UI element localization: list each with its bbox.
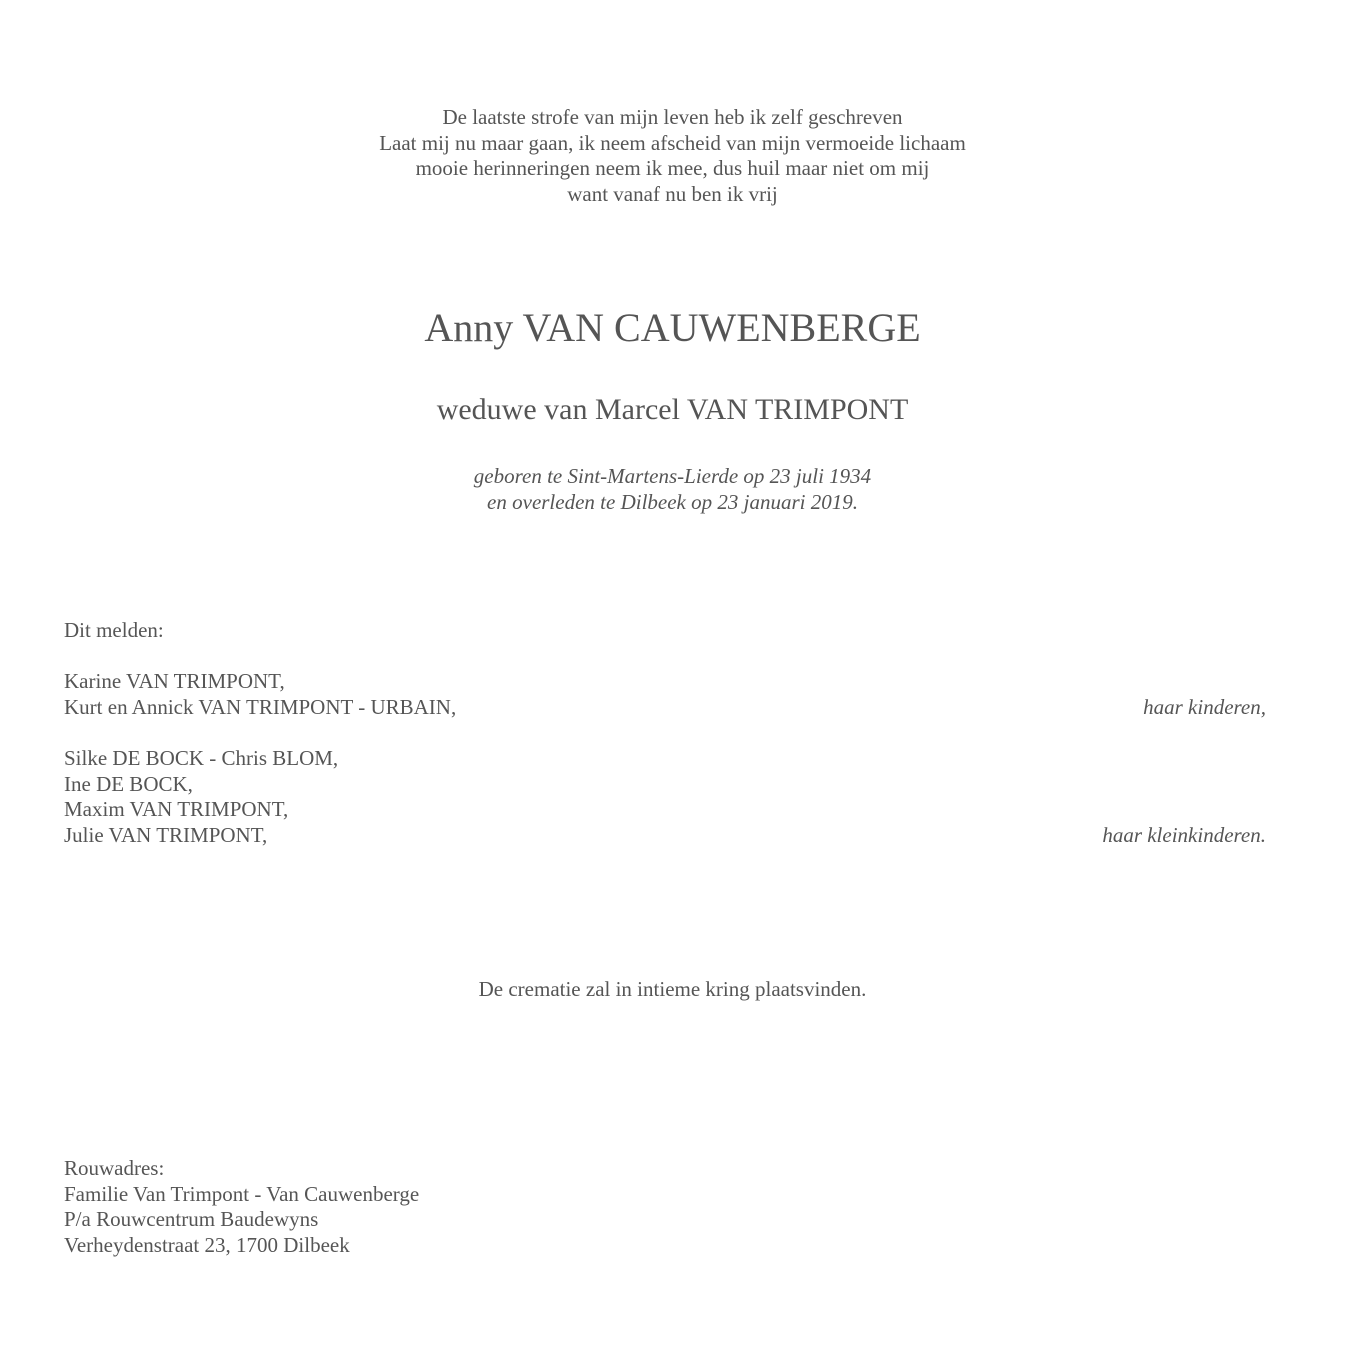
poem	[0, 105, 1345, 207]
family-row	[64, 823, 1266, 849]
grandchildren-role-label: haar kleinkinderen.	[1102, 822, 1266, 847]
life-dates	[0, 464, 1345, 515]
birth-line: geboren te Sint-Martens-Lierde op 23 juli 1934	[473, 464, 872, 488]
mourning-address	[64, 1156, 419, 1258]
grandchild-name: Julie VAN TRIMPONT,	[64, 822, 268, 847]
address-line: Verheydenstraat 23, 1700 Dilbeek	[64, 1232, 350, 1257]
family-row	[64, 669, 1266, 695]
announcement-intro: Dit melden:	[64, 618, 164, 642]
family-row	[64, 746, 1266, 772]
family-row	[64, 772, 1266, 798]
family-row	[64, 695, 1266, 721]
children-role-label: haar kinderen,	[1143, 694, 1266, 719]
address-label: Rouwadres:	[64, 1156, 165, 1180]
grandchild-name: Ine DE BOCK,	[64, 771, 193, 796]
death-line: en overleden te Dilbeek op 23 januari 2019.	[487, 489, 858, 514]
address-line: Familie Van Trimpont - Van Cauwenberge	[64, 1181, 420, 1206]
child-name: Karine VAN TRIMPONT,	[64, 669, 285, 693]
grandchild-name: Maxim VAN TRIMPONT,	[64, 797, 289, 821]
children-group	[64, 669, 1266, 720]
poem-line: mooie herinneringen neem ik mee, dus huil maar niet om mij	[415, 156, 930, 180]
family-row	[64, 797, 1266, 823]
poem-line: Laat mij nu maar gaan, ik neem afscheid van mijn vermoeide lichaam	[379, 130, 966, 155]
child-name: Kurt en Annick VAN TRIMPONT - URBAIN,	[64, 694, 457, 719]
deceased-name: Anny VAN CAUWENBERGE	[424, 305, 921, 350]
grandchildren-group	[64, 746, 1266, 848]
widow-of: weduwe van Marcel VAN TRIMPONT	[436, 393, 909, 426]
address-line: P/a Rouwcentrum Baudewyns	[64, 1207, 319, 1231]
grandchild-name: Silke DE BOCK - Chris BLOM,	[64, 746, 339, 770]
poem-line: want vanaf nu ben ik vrij	[567, 181, 778, 206]
cremation-note: De crematie zal in intieme kring plaatsvinden.	[478, 977, 867, 1001]
poem-line: De laatste strofe van mijn leven heb ik zelf geschreven	[442, 105, 903, 129]
